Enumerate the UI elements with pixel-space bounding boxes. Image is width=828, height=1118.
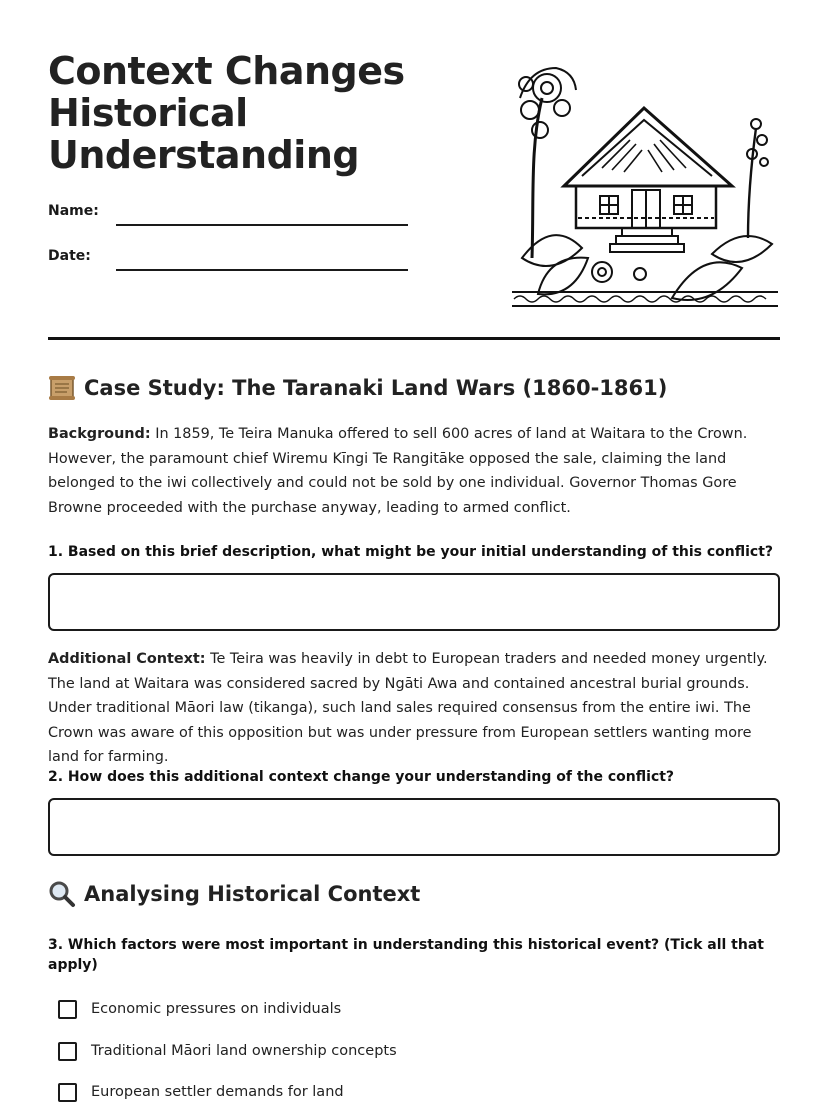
background-text: In 1859, Te Teira Manuka offered to sell 600 acres of land at Waitara to the Crown. However, the paramount chief Wiremu Kīngi Te Rangitāke opposed the sale, claiming the land belonged to the iwi collectively and could not be sold by one individual. Governor Thomas Gore Browne proceeded with the purchase anyway, leading to armed conflict. bbox=[48, 426, 748, 516]
checkbox[interactable] bbox=[58, 1042, 77, 1061]
background-label: Background: bbox=[48, 426, 151, 442]
additional-context-label: Additional Context: bbox=[48, 651, 206, 667]
date-line[interactable] bbox=[116, 269, 408, 271]
additional-context-paragraph bbox=[48, 647, 783, 770]
date-field[interactable] bbox=[48, 248, 408, 270]
page-title: Context Changes Historical Understanding bbox=[48, 49, 405, 177]
background-paragraph bbox=[48, 422, 783, 520]
name-label: Name: bbox=[48, 203, 99, 219]
answer-box-2[interactable] bbox=[48, 798, 780, 856]
checkbox-option-land-ownership[interactable] bbox=[58, 1039, 397, 1063]
case-study-heading-text: Case Study: The Taranaki Land Wars (1860-1861) bbox=[84, 376, 668, 400]
checkbox-option-economic[interactable] bbox=[58, 997, 341, 1021]
magnifier-icon bbox=[48, 880, 76, 908]
analysis-heading-text: Analysing Historical Context bbox=[84, 882, 421, 906]
checkbox-label: European settler demands for land bbox=[91, 1084, 344, 1100]
case-study-heading bbox=[48, 374, 667, 402]
question-3: 3. Which factors were most important in understanding this historical event? (Tick all that apply) bbox=[48, 937, 764, 973]
name-field[interactable] bbox=[48, 203, 408, 225]
additional-context-text: Te Teira was heavily in debt to European traders and needed money urgently. The land at Waitara was considered sacred by Ngāti Awa and contained ancestral burial grounds. Under traditional Māori law (tikanga), such land sales required consensus from the entire iwi. The Crown was aware of this opposition but was under pressure from European settlers wanting more land for farming. bbox=[48, 651, 768, 765]
scroll-icon bbox=[48, 374, 76, 402]
analysis-heading bbox=[48, 880, 420, 908]
checkbox-label: Traditional Māori land ownership concepts bbox=[91, 1043, 397, 1059]
checkbox-label: Economic pressures on individuals bbox=[91, 1001, 342, 1017]
name-line[interactable] bbox=[116, 224, 408, 226]
question-1: 1. Based on this brief description, what might be your initial understanding of this conflict? bbox=[48, 544, 774, 560]
wharenui-house-illustration bbox=[512, 58, 778, 310]
header-divider bbox=[48, 337, 780, 340]
checkbox[interactable] bbox=[58, 1000, 77, 1019]
answer-box-1[interactable] bbox=[48, 573, 780, 631]
checkbox-option-settler-demands[interactable] bbox=[58, 1080, 344, 1104]
date-label: Date: bbox=[48, 248, 91, 264]
checkbox[interactable] bbox=[58, 1083, 77, 1102]
question-2: 2. How does this additional context change your understanding of the conflict? bbox=[48, 769, 675, 785]
